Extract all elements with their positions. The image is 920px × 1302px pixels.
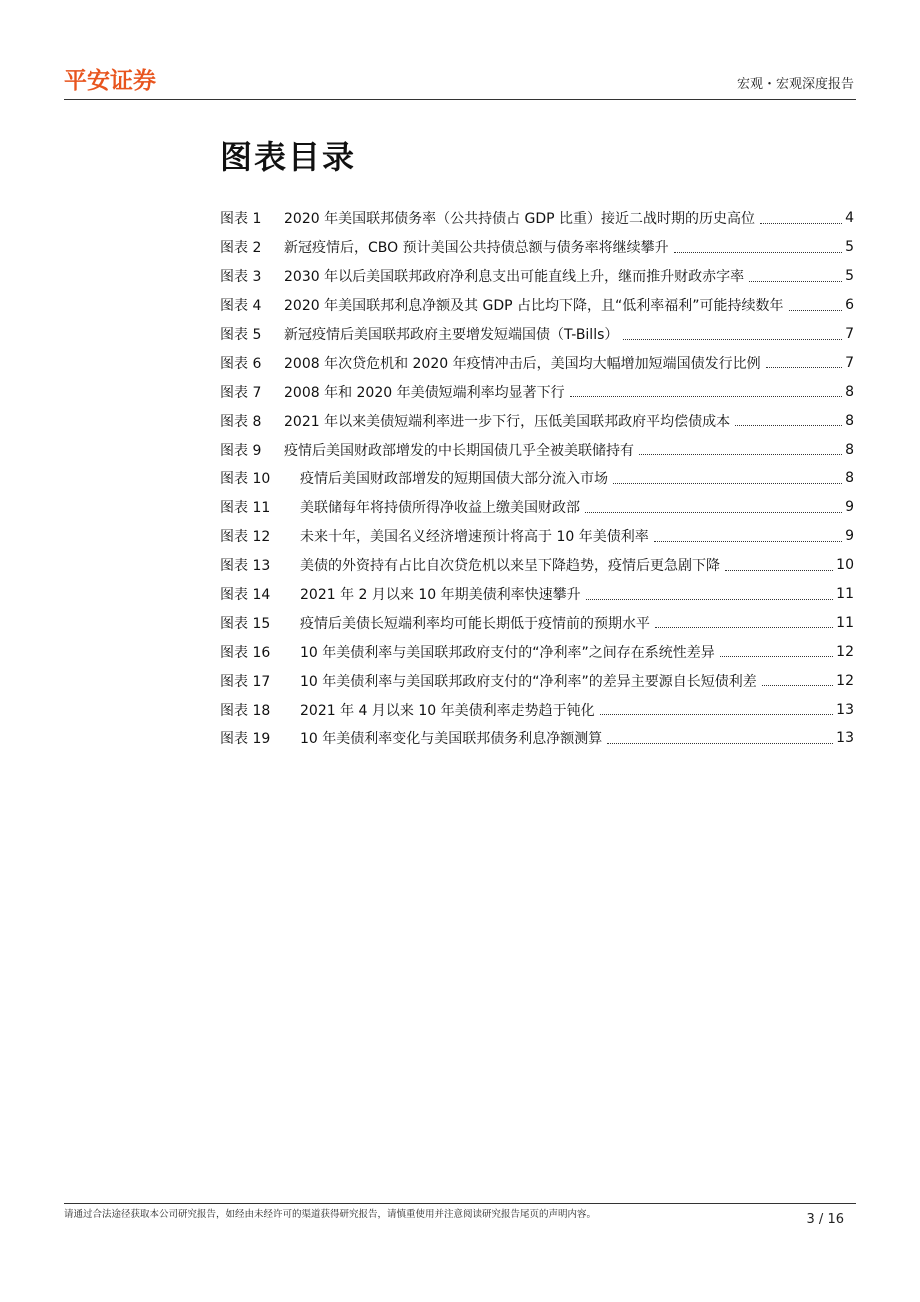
toc-page-number: 11: [836, 586, 854, 603]
toc-figure-number: 图表 8: [220, 413, 262, 430]
toc-figure-number: 图表 15: [220, 615, 271, 632]
toc-page-number: 9: [845, 499, 854, 516]
toc-entry[interactable]: [220, 464, 854, 493]
page-footer: [64, 1203, 856, 1227]
toc-entry[interactable]: [220, 348, 854, 377]
toc-page-number: 5: [845, 268, 854, 285]
toc-entry[interactable]: [220, 493, 854, 522]
toc-figure-number: 图表 6: [220, 355, 262, 372]
toc-entry[interactable]: [220, 608, 854, 637]
toc-figure-number: 图表 16: [220, 644, 271, 661]
toc-figure-number: 图表 1: [220, 211, 262, 228]
toc-dot-leader: [655, 627, 833, 628]
toc-dot-leader: [789, 310, 843, 311]
toc-figure-title: 2021 年 4 月以来 10 年美债利率走势趋于钝化: [300, 702, 595, 719]
toc-page-number: 5: [845, 239, 854, 256]
toc-figure-title: 疫情后美国财政部增发的中长期国债几乎全被美联储持有: [284, 442, 634, 459]
toc-entry[interactable]: [220, 233, 854, 262]
toc-page-number: 13: [836, 701, 854, 718]
toc-figure-title: 2020 年美国联邦利息净额及其 GDP 占比均下降，且“低利率福利”可能持续数年: [284, 298, 784, 315]
toc-figure-title: 新冠疫情后，CBO 预计美国公共持债总额与债务率将继续攀升: [284, 240, 669, 257]
toc-figure-title: 疫情后美债长短端利率均可能长期低于疫情前的预期水平: [300, 615, 650, 632]
toc-entry[interactable]: [220, 320, 854, 349]
page-number: 3 / 16: [806, 1212, 844, 1227]
toc-figure-number: 图表 12: [220, 529, 271, 546]
toc-entry[interactable]: [220, 637, 854, 666]
toc-dot-leader: [585, 512, 842, 513]
toc-entry[interactable]: [220, 377, 854, 406]
toc-figure-title: 2030 年以后美国联邦政府净利息支出可能直线上升，继而推升财政赤字率: [284, 269, 745, 286]
page-header: [64, 62, 856, 100]
toc-dot-leader: [623, 339, 842, 340]
toc-dot-leader: [725, 570, 833, 571]
toc-dot-leader: [760, 223, 842, 224]
toc-figure-title: 疫情后美国财政部增发的短期国债大部分流入市场: [300, 471, 608, 488]
toc-page-number: 8: [845, 470, 854, 487]
toc-page-number: 11: [836, 614, 854, 631]
toc-figure-number: 图表 5: [220, 327, 262, 343]
toc-figure-title: 新冠疫情后美国联邦政府主要增发短端国债（T-Bills）: [284, 327, 619, 343]
toc-page-number: 7: [845, 354, 854, 371]
toc-figure-number: 图表 17: [220, 673, 271, 690]
toc-dot-leader: [639, 454, 842, 455]
toc-dot-leader: [586, 599, 834, 600]
toc-dot-leader: [654, 541, 842, 542]
toc-figure-title: 2021 年 2 月以来 10 年期美债利率快速攀升: [300, 587, 581, 604]
toc-page-number: 8: [845, 412, 854, 429]
toc-entry[interactable]: [220, 666, 854, 695]
toc-figure-number: 图表 3: [220, 269, 262, 286]
toc-figure-number: 图表 7: [220, 384, 262, 401]
toc-entry[interactable]: [220, 262, 854, 291]
toc-figure-title: 2020 年美国联邦债务率（公共持债占 GDP 比重）接近二战时期的历史高位: [284, 211, 756, 228]
toc-entry[interactable]: [220, 551, 854, 580]
toc-entry[interactable]: [220, 580, 854, 609]
toc-dot-leader: [735, 425, 842, 426]
toc-dot-leader: [607, 743, 833, 744]
toc-entry[interactable]: [220, 695, 854, 724]
toc-dot-leader: [762, 685, 833, 686]
toc-page-number: 8: [845, 441, 854, 458]
toc-figure-number: 图表 2: [220, 240, 262, 257]
toc-page-number: 12: [836, 672, 854, 689]
toc-figure-title: 2021 年以来美债短端利率进一步下行，压低美国联邦政府平均偿债成本: [284, 413, 731, 430]
toc-figure-number: 图表 19: [220, 731, 271, 748]
toc-entry[interactable]: [220, 522, 854, 551]
toc-page-number: 10: [836, 557, 854, 574]
footer-disclaimer: 请通过合法途径获取本公司研究报告，如经由未经许可的渠道获得研究报告，请慎重使用并注意阅读研究报告尾页的声明内容。: [64, 1209, 597, 1220]
toc-figure-number: 图表 14: [220, 587, 271, 604]
toc-entry[interactable]: [220, 291, 854, 320]
toc-page-number: 4: [845, 210, 854, 227]
toc-figure-number: 图表 9: [220, 442, 262, 459]
toc-figure-title: 10 年美债利率变化与美国联邦债务利息净额测算: [300, 731, 603, 748]
toc-page-number: 8: [845, 383, 854, 400]
toc-entry[interactable]: [220, 724, 854, 753]
toc-figure-title: 2008 年和 2020 年美债短端利率均显著下行: [284, 384, 565, 401]
toc-figure-number: 图表 11: [220, 500, 271, 517]
toc-figure-number: 图表 4: [220, 298, 262, 315]
toc-figure-title: 10 年美债利率与美国联邦政府支付的“净利率”之间存在系统性差异: [300, 644, 715, 661]
toc-dot-leader: [600, 714, 834, 715]
toc-page-number: 6: [845, 297, 854, 314]
toc-entry[interactable]: [220, 204, 854, 233]
toc-figure-title: 2008 年次贷危机和 2020 年疫情冲击后，美国均大幅增加短端国债发行比例: [284, 355, 761, 372]
toc-figure-number: 图表 18: [220, 702, 271, 719]
toc-dot-leader: [720, 656, 833, 657]
toc-figure-title: 美联储每年将持债所得净收益上缴美国财政部: [300, 500, 580, 517]
toc-dot-leader: [674, 252, 842, 253]
toc-dot-leader: [766, 367, 842, 368]
toc-page-number: 12: [836, 643, 854, 660]
toc-entry[interactable]: [220, 406, 854, 435]
toc-figure-number: 图表 10: [220, 471, 271, 488]
toc-entry[interactable]: [220, 435, 854, 464]
toc-dot-leader: [570, 396, 842, 397]
toc-figure-title: 美债的外资持有占比自次贷危机以来呈下降趋势，疫情后更急剧下降: [300, 558, 720, 575]
report-type-label: 宏观・宏观深度报告: [736, 77, 854, 92]
page-title: 图表目录: [220, 138, 357, 176]
toc-page-number: 13: [836, 730, 854, 747]
toc-figure-title: 未来十年，美国名义经济增速预计将高于 10 年美债利率: [300, 529, 649, 546]
toc-page-number: 7: [845, 326, 854, 342]
company-logo: 平安证券: [64, 68, 156, 94]
toc-figure-title: 10 年美债利率与美国联邦政府支付的“净利率”的差异主要源自长短债利差: [300, 673, 757, 690]
figure-toc-list: [220, 204, 854, 753]
toc-figure-number: 图表 13: [220, 558, 271, 575]
toc-page-number: 9: [845, 528, 854, 545]
toc-dot-leader: [613, 483, 842, 484]
toc-dot-leader: [749, 281, 842, 282]
